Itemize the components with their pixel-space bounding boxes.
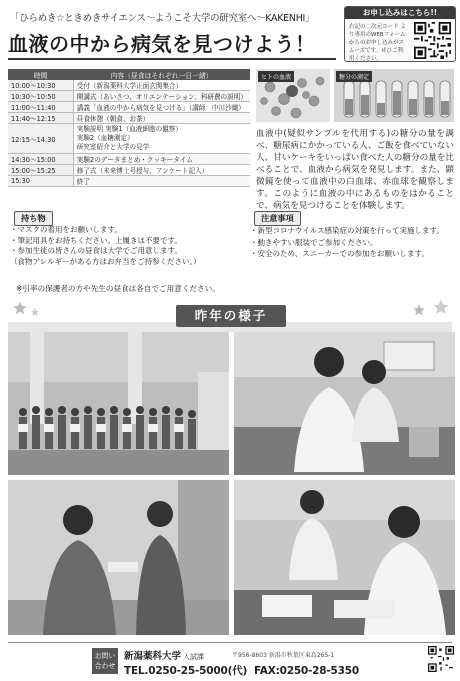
- blood-cells-photo: [256, 69, 330, 122]
- university-address: 〒956-8603 新潟市秋葉区東島265-1: [232, 652, 335, 659]
- last-year-heading: 昨年の様子: [176, 305, 286, 327]
- schedule-row: [8, 165, 250, 176]
- apply-text: 右記の二次元コード より専用のWEBフォームからのお申し込みがスムーズです。ぜひご利用ください。: [349, 24, 406, 62]
- schedule-time: 12:15〜14:30: [8, 124, 73, 154]
- contact-tag: お問い合わせ: [92, 648, 118, 674]
- contact-phone[interactable]: TEL.0250-25-5000(代): [124, 665, 248, 677]
- schedule-row: [8, 102, 250, 113]
- schedule-content: 実験説明 実験1（血液細胞の観察） 実験2（血糖測定） 研究室紹介と大学の見学: [73, 124, 250, 154]
- schedule-row: [8, 124, 250, 154]
- apply-heading: お申し込みはこちら!!: [345, 7, 455, 19]
- university-title: 新潟薬科大学: [124, 651, 182, 662]
- schedule-content: 開講式（あいさつ、オリエンテーション、科研費の説明）: [73, 91, 250, 102]
- column-header-time: 時間: [8, 69, 73, 80]
- star-icon: [432, 298, 450, 316]
- schedule-time: 15:00〜15:25: [8, 165, 73, 176]
- notes-label: 注意事項: [254, 211, 301, 226]
- schedule-content: 実験2のデータまとめ・クッキータイム: [73, 154, 250, 165]
- bring-item: （食物アレルギーがある方はお弁当をご持参ください。）: [10, 256, 201, 266]
- qr-code-icon[interactable]: [414, 22, 451, 59]
- photo-label-glucose: 糖分の測定: [336, 71, 372, 82]
- program-description: 血液中(疑似サンプルを代用する)の糖分の量を調べ、糖尿病にかかっている人、ご飯を食べていない人、甘いケーキをいっぱい食べた人の糖分の量を比べることで、血液から病気を発見します。また、顕微鏡を使って血液中の白血球、赤血球を観察します。このように血液の中にあるものをはかることで、病気を見つけることを体験します。: [256, 129, 454, 211]
- footer-rule: [8, 642, 452, 643]
- bring-item: ・筆記用具をお持ちください。上履きは不要です。: [10, 235, 182, 245]
- notes-list: [250, 225, 455, 260]
- notes-item: ・新型コロナウイルス感染症の対策を行って実施します。: [250, 226, 444, 235]
- photo-label-blood: ヒトの血液: [258, 71, 294, 82]
- bring-item: ・参加生徒の皆さんの昼食は大学でご用意します。: [10, 246, 182, 255]
- schedule-content: 昼食休憩（朝食、お茶）: [73, 113, 250, 124]
- schedule-row: [8, 113, 250, 124]
- lab-experiment-photo: [234, 332, 455, 475]
- schedule-row: [8, 154, 250, 165]
- schedule-content: 終了: [73, 176, 250, 187]
- title-rule: [8, 58, 336, 60]
- schedule-content: 受付（新潟薬科大学正面玄関集合）: [73, 80, 250, 91]
- schedule-time: 11:40〜12:15: [8, 113, 73, 124]
- schedule-time: 10:00〜10:30: [8, 80, 73, 91]
- reception-photo: [8, 480, 229, 635]
- qr-code-icon[interactable]: [428, 646, 454, 672]
- page-title: 血液の中から病気を見つけよう！: [8, 32, 316, 56]
- star-icon: [12, 300, 28, 316]
- header-subtitle: 「ひらめき☆ときめきサイエンス〜ようこそ大学の研究室へ〜KAKENHI」: [10, 13, 315, 24]
- schedule-time: 11:00〜11:40: [8, 102, 73, 113]
- bring-list: [10, 225, 245, 267]
- university-name: [124, 648, 204, 662]
- schedule-content: 講義「血液の中から病気を見つける」（講師：中川沙織）: [73, 102, 250, 113]
- notes-item: ・動きやすい服装でご参加ください。: [250, 237, 378, 247]
- group-photo: [8, 332, 229, 475]
- schedule-content: 修了式（未来博士号授与、アンケート記入）: [73, 165, 250, 176]
- glucose-measurement-photo: [334, 69, 454, 122]
- schedule-row: [8, 91, 250, 102]
- bring-label: 持ち物: [14, 211, 53, 226]
- bring-item: ・マスクの着用をお願いします。: [10, 225, 122, 234]
- contact-fax: FAX:0250-28-5350: [254, 665, 359, 677]
- schedule-time: 15:30: [8, 176, 73, 187]
- schedule-table: [8, 69, 250, 187]
- star-icon: [412, 303, 426, 317]
- contact-phone-fax: [124, 663, 359, 678]
- apply-box[interactable]: [344, 6, 456, 62]
- schedule-time: 10:30〜10:50: [8, 91, 73, 102]
- bring-note: ※引率の保護者の方や先生の昼食は各自でご用意ください。: [16, 284, 220, 293]
- university-dept: 入試課: [183, 653, 205, 661]
- star-icon: [30, 307, 40, 317]
- writing-lab-photo: [234, 480, 455, 635]
- schedule-row: [8, 80, 250, 91]
- schedule-time: 14:30〜15:00: [8, 154, 73, 165]
- schedule-row: [8, 176, 250, 187]
- notes-item: ・安全のため、スニーカーでの参加をお願いします。: [250, 249, 429, 258]
- column-header-content: 内容（昼食はそれぞれ一日一緒）: [73, 69, 250, 80]
